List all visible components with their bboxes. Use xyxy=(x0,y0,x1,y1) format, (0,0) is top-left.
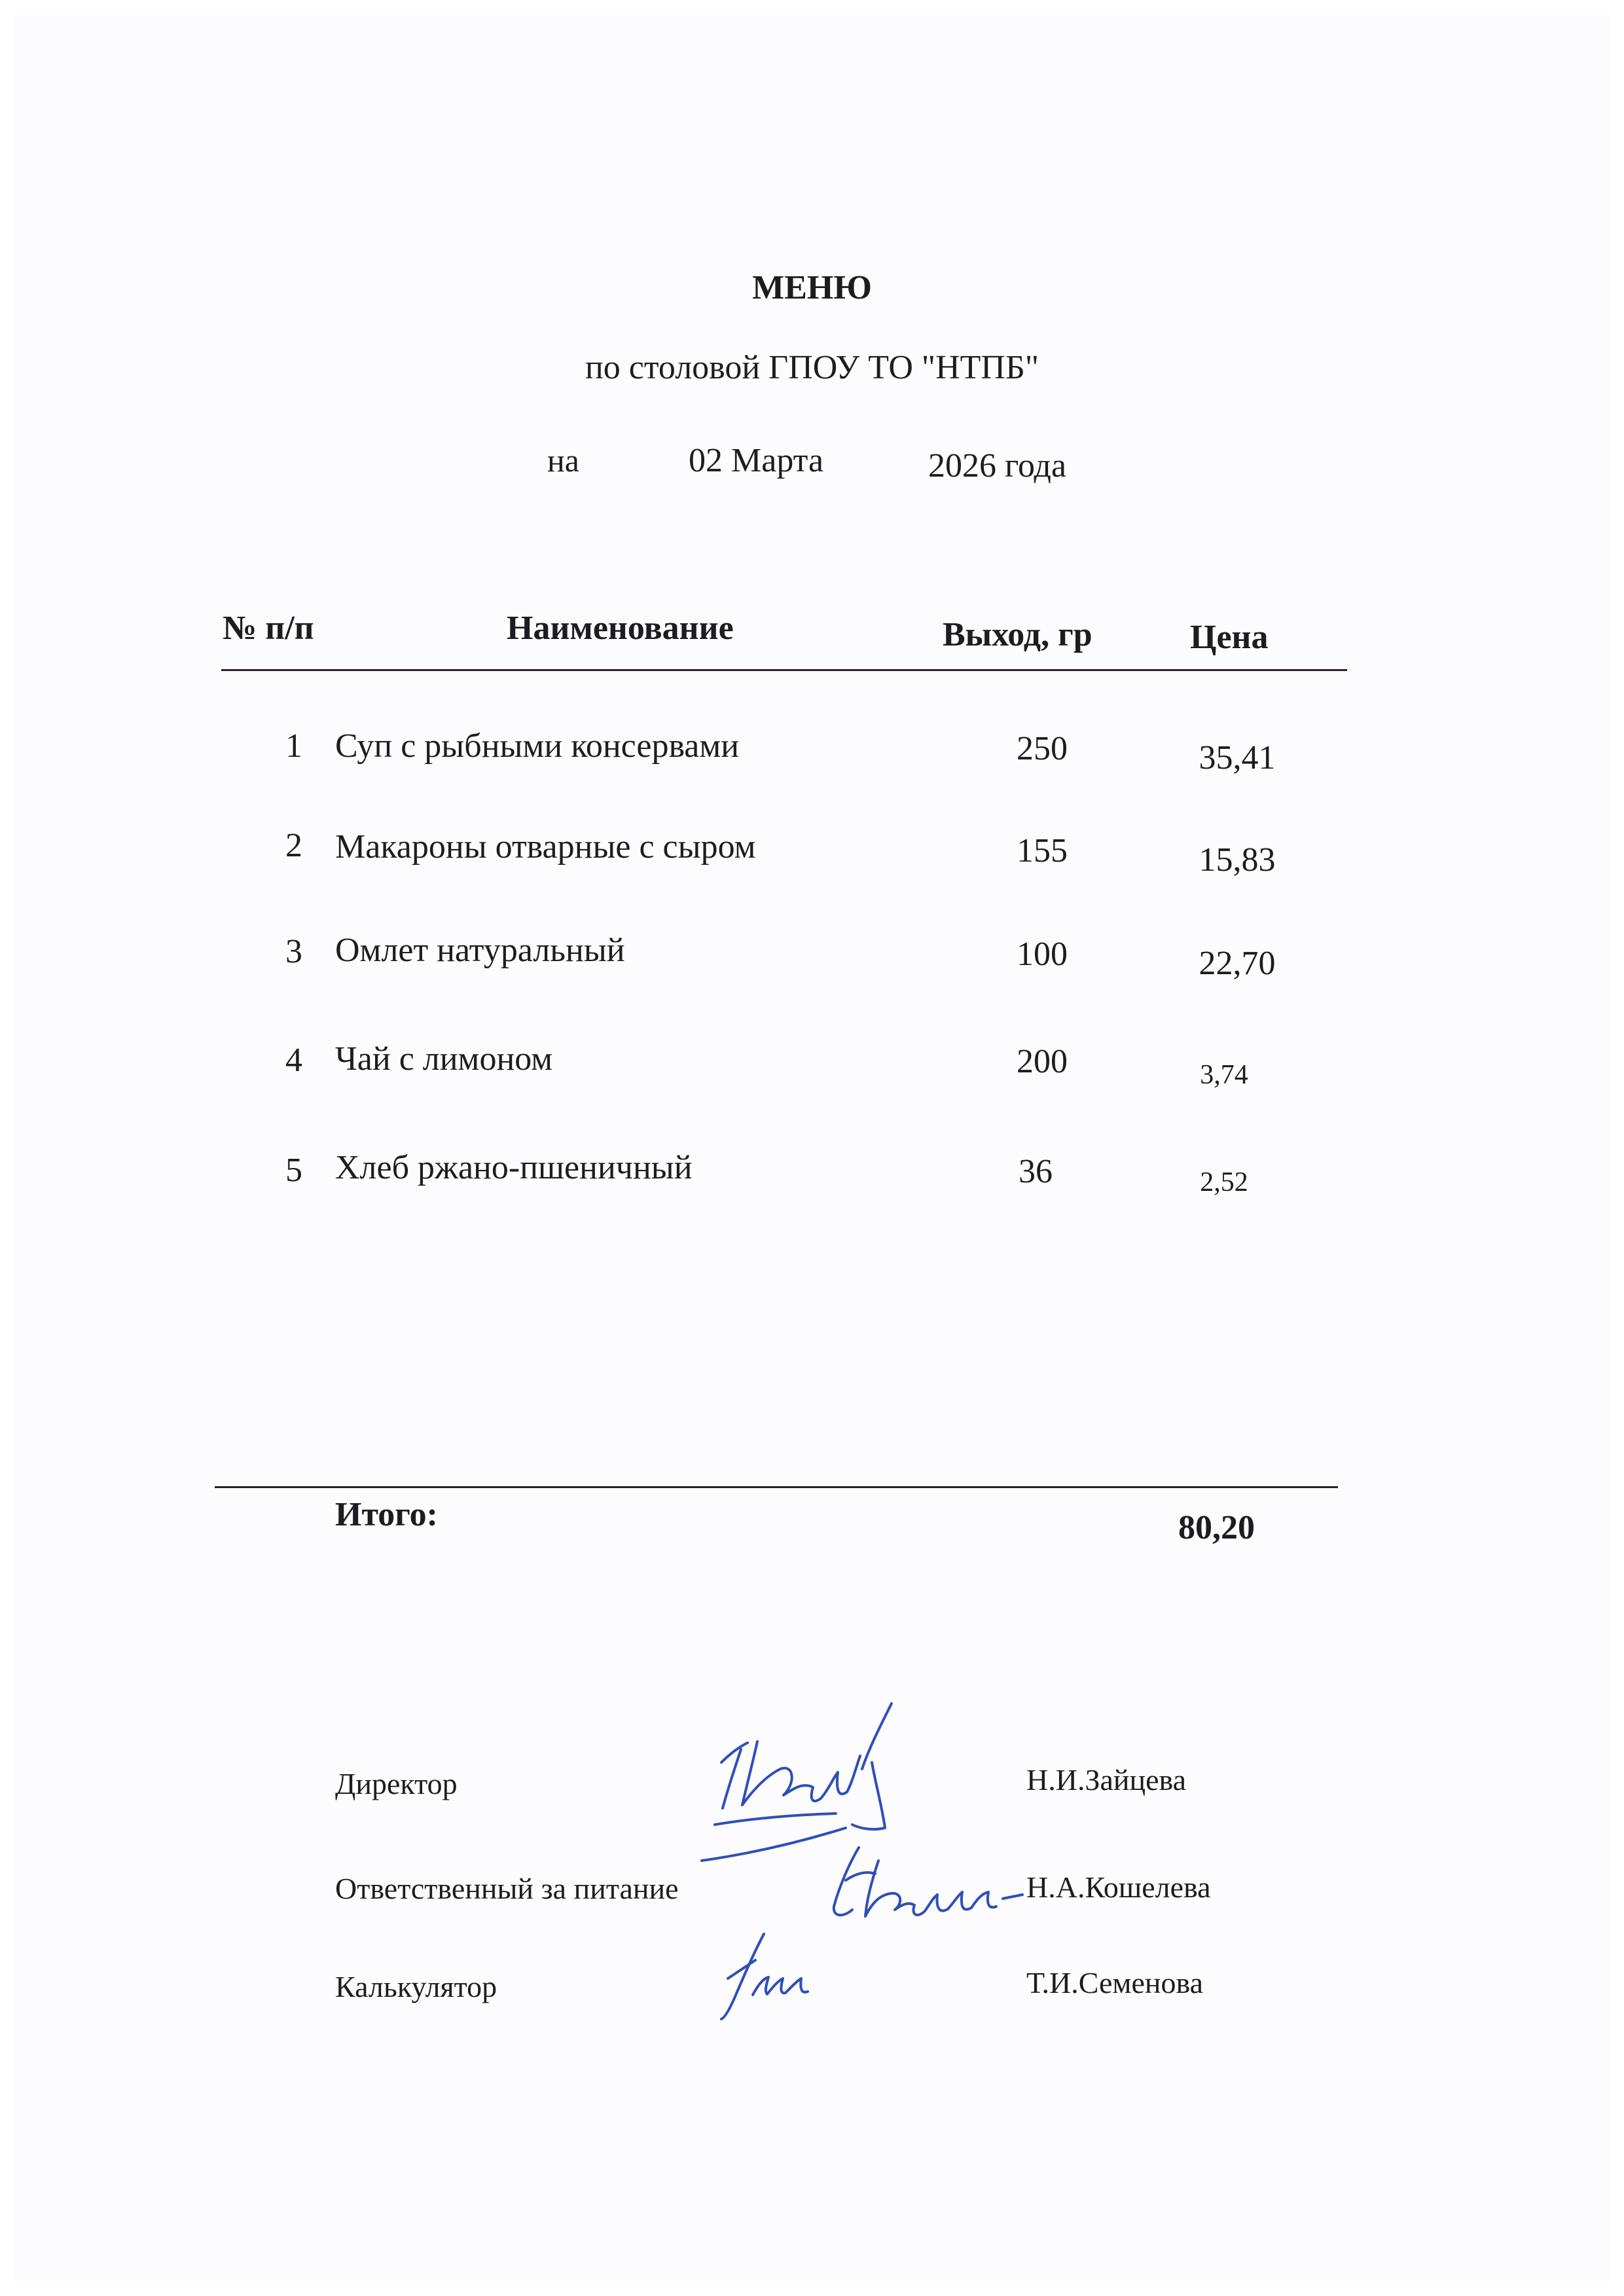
row-1-name: Суп с рыбными консервами xyxy=(335,727,740,765)
signer-1-role: Директор xyxy=(335,1767,458,1800)
row-3-price: 22,70 xyxy=(1199,945,1276,982)
row-4-price: 3,74 xyxy=(1200,1060,1248,1090)
document-page xyxy=(14,14,1610,2282)
row-3-name: Омлет натуральный xyxy=(335,932,625,969)
date-prefix: на xyxy=(547,442,579,479)
row-1-number: 1 xyxy=(285,727,302,765)
row-1-price: 35,41 xyxy=(1199,739,1276,776)
row-5-yield: 36 xyxy=(1019,1153,1053,1190)
signer-2-name: Н.А.Кошелева xyxy=(1026,1870,1211,1904)
row-4-number: 4 xyxy=(285,1042,302,1079)
row-2-number: 2 xyxy=(285,827,302,864)
header-name: Наименование xyxy=(507,610,734,647)
row-2-yield: 155 xyxy=(1017,832,1068,869)
row-5-number: 5 xyxy=(285,1152,302,1189)
row-4-yield: 200 xyxy=(1017,1043,1068,1080)
total-value: 80,20 xyxy=(1178,1509,1255,1546)
calculator-signature-graphic xyxy=(715,1926,826,2024)
date-year: 2026 года xyxy=(928,447,1067,484)
header-price: Цена xyxy=(1190,619,1269,656)
signer-2-role: Ответственный за питание xyxy=(335,1872,679,1905)
row-5-price: 2,52 xyxy=(1200,1167,1248,1197)
row-1-yield: 250 xyxy=(1017,730,1068,767)
total-label: Итого: xyxy=(335,1496,438,1533)
row-2-price: 15,83 xyxy=(1199,841,1276,879)
document-subtitle: по столовой ГПОУ ТО "НТПБ" xyxy=(585,349,1039,386)
row-3-yield: 100 xyxy=(1017,936,1068,973)
document-title: МЕНЮ xyxy=(752,269,872,306)
header-number: № п/п xyxy=(223,610,314,647)
signer-3-role: Калькулятор xyxy=(335,1970,497,2003)
header-rule xyxy=(221,669,1347,671)
row-3-number: 3 xyxy=(285,933,302,970)
total-rule xyxy=(215,1486,1338,1488)
nutrition-signature-graphic xyxy=(820,1834,1029,1939)
row-2-name: Макароны отварные с сыром xyxy=(335,828,756,866)
row-4-name: Чай с лимоном xyxy=(335,1040,553,1078)
signer-1-name: Н.И.Зайцева xyxy=(1026,1763,1187,1796)
row-5-name: Хлеб ржано-пшеничный xyxy=(335,1149,693,1186)
header-yield: Выход, гр xyxy=(943,616,1092,653)
signer-3-name: Т.И.Семенова xyxy=(1026,1966,1204,1999)
date-day-month: 02 Марта xyxy=(689,442,824,479)
